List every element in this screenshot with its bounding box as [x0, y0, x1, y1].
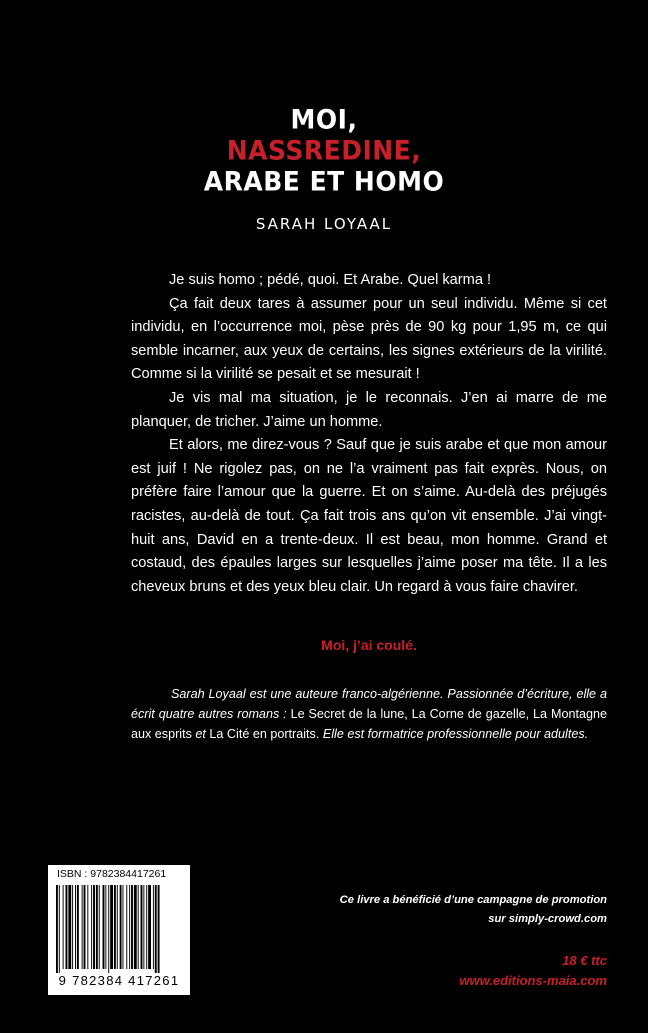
blurb-paragraph-3: Je vis mal ma situation, je le reconnais. J’en ai marre de me planquer, de tricher. J’aime un homme. [131, 389, 607, 430]
title-block [0, 104, 648, 233]
barcode-bar [141, 885, 143, 969]
barcode-bar [105, 885, 106, 969]
barcode-bar [84, 885, 86, 969]
barcode-bar [103, 885, 105, 969]
bio-part-5: Elle est formatrice professionnelle pour adultes. [322, 726, 589, 741]
bio-part-3: et [195, 726, 206, 741]
blurb-paragraph-2: Ça fait deux tares à assumer pour un seul individu. Même si cet individu, en l’occurrence moi, pèse près de 90 kg pour 1,95 m, ce qui semble incarner, aux yeux de certains, les signes extérieurs de la virilité. Comme si la virilité se pesait et se mesurait ! [131, 295, 607, 383]
title-line-3: ARABE ET HOMO [203, 165, 445, 198]
barcode-bar [82, 885, 83, 969]
barcode-bar [93, 885, 95, 969]
promo-line-2: sur simply-crowd.com [488, 913, 607, 925]
barcode-bar [146, 885, 147, 969]
promo-text [307, 891, 607, 929]
barcode-bar [87, 885, 88, 969]
price: 18 € ttc [562, 953, 607, 968]
barcode-bar [114, 885, 116, 969]
title-line-1: MOI, [290, 103, 358, 136]
barcode-bar [131, 885, 133, 969]
barcode-bar [129, 885, 130, 969]
blurb-paragraph-1: Je suis homo ; pédé, quoi. Et Arabe. Quel karma ! [169, 272, 492, 288]
barcode-bar [155, 885, 157, 973]
title-line-2: NASSREDINE, [226, 134, 422, 167]
barcode-bar [75, 885, 76, 969]
barcode-digits: 9 782384 417261 [58, 973, 180, 988]
barcode-bar [77, 885, 79, 969]
barcode-bar [134, 885, 137, 969]
isbn-label: ISBN : 9782384417261 [57, 868, 167, 880]
barcode-bar [91, 885, 92, 969]
barcode-bar [96, 885, 98, 969]
barcode-bar [153, 885, 154, 969]
barcode-bar [63, 885, 64, 969]
barcode-bar [56, 885, 58, 973]
barcode-bar [120, 885, 122, 969]
barcode-bar [117, 885, 118, 969]
barcode-bar [110, 885, 113, 969]
barcode-bar [68, 885, 71, 969]
barcode-bar [123, 885, 124, 969]
barcode-bar [59, 885, 60, 973]
bio-part-1: Sarah Loyaal est une auteure franco-algérienne. Passionnée d’écriture, elle a écrit quatre autres romans : [131, 687, 607, 721]
barcode-bar [72, 885, 73, 969]
barcode-bar [66, 885, 68, 969]
barcode-bar [138, 885, 139, 969]
barcode-box [48, 865, 190, 995]
blurb-text [131, 269, 607, 599]
promo-line-1: Ce livre a bénéficié d’une campagne de promotion [339, 894, 607, 906]
blurb-paragraph-4: Et alors, me direz-vous ? Sauf que je suis arabe et que mon amour est juif ! Ne rigolez pas, on ne l’a vraiment pas fait exprès. Nous, on préfère faire l’amour que la guerre. Et on s’aime. Au-delà des préjugés racistes, au-delà de tout. Ça fait trois ans qu’on vit ensemble. J’ai vingt-huit ans, David en a trente-deux. Il est beau, mon homme. Grand et costaud, des épaules larges sur lesquelles j’aime poser ma tête. Il a les cheveux bruns et des yeux bleu clair. Un regard à vous faire chavirer. [131, 437, 607, 595]
barcode-bar [126, 885, 127, 969]
author-bio [131, 685, 607, 744]
barcode-bar [158, 885, 160, 973]
barcode-bar [99, 885, 100, 969]
author-name: SARAH LOYAAL [255, 215, 393, 233]
bio-part-2: Le Secret de la lune, La Corne de gazelle, La Montagne aux esprits [131, 706, 607, 741]
publisher-website: www.editions-maia.com [459, 973, 607, 988]
barcode-icon [54, 885, 184, 973]
barcode-bar [143, 885, 144, 969]
punchline: Moi, j’ai coulé. [321, 637, 417, 653]
bio-part-4: La Cité en portraits. [205, 726, 323, 741]
barcode-bar [148, 885, 151, 969]
barcode-bar [108, 885, 109, 973]
